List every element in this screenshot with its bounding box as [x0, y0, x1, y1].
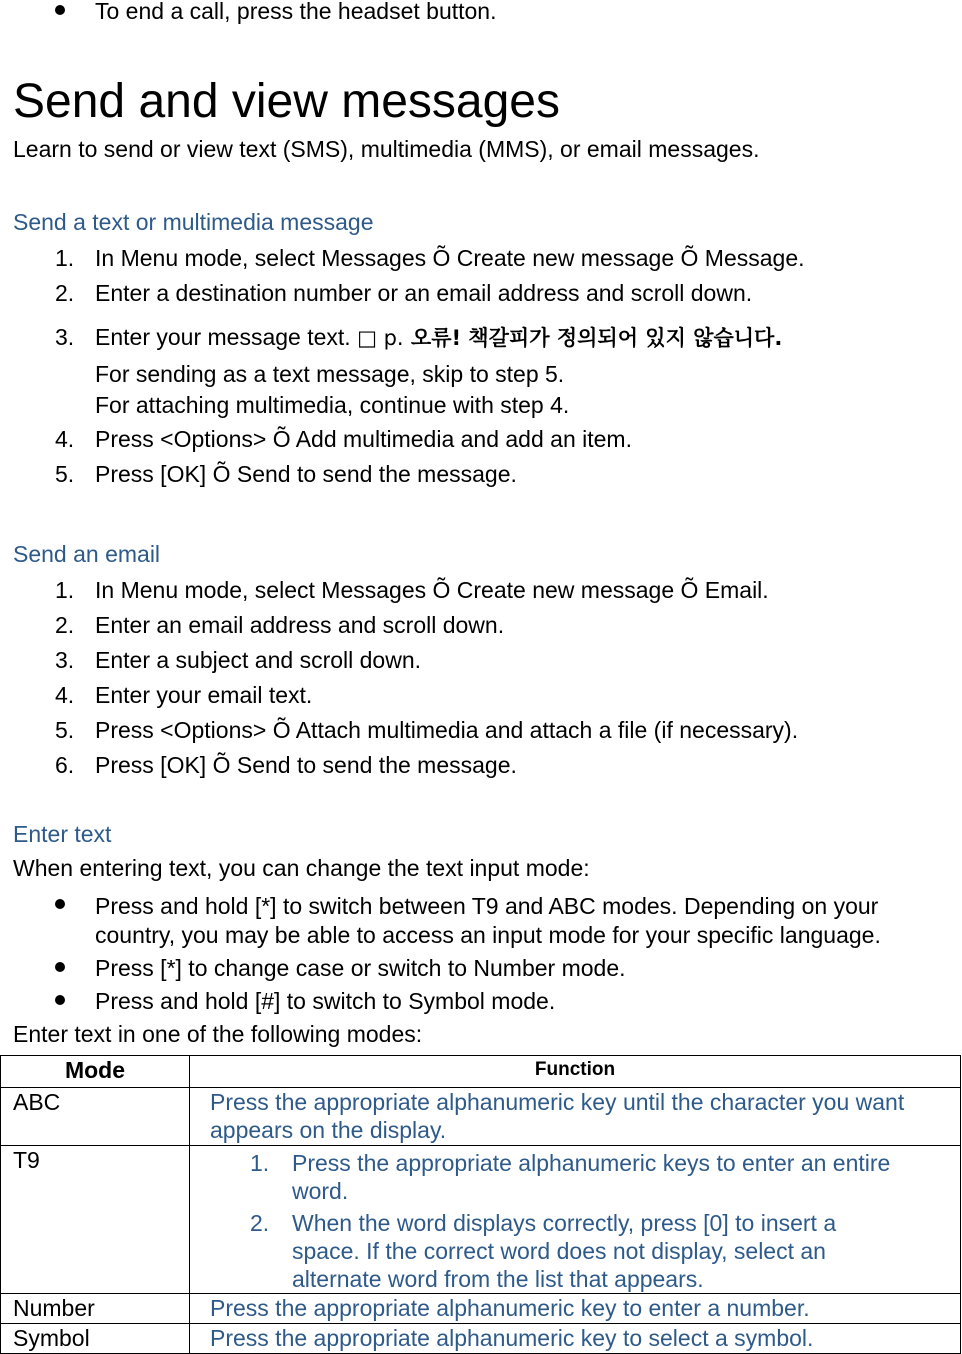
bullet-text: Press and hold [#] to switch to Symbol mode.	[95, 988, 556, 1014]
section-heading-enter-text: Enter text	[13, 821, 112, 847]
bullet-text: Press and hold [*] to switch between T9 and ABC modes. Depending on your	[95, 893, 879, 919]
step-number: 1.	[55, 577, 75, 603]
step-text-with-error	[95, 324, 782, 351]
step-number: 6.	[55, 752, 75, 778]
step-text: Press [OK] Õ Send to send the message.	[95, 461, 517, 487]
step-number: 4.	[55, 682, 75, 708]
section-heading-send-email: Send an email	[13, 541, 161, 567]
section-heading-send-message: Send a text or multimedia message	[13, 209, 374, 235]
list-item-text: Press the appropriate alphanumeric keys to enter an entire word.	[292, 1150, 891, 1204]
bullet-text: Press [*] to change case or switch to Number mode.	[95, 955, 626, 981]
step-number: 4.	[55, 426, 75, 452]
step-text: Enter an email address and scroll down.	[95, 612, 505, 638]
mode-function: Press the appropriate alphanumeric key to select a symbol.	[190, 1324, 961, 1354]
modes-lead: Enter text in one of the following modes:	[13, 1021, 423, 1047]
step-number: 5.	[55, 461, 75, 487]
bullet-dot	[55, 899, 65, 909]
step-text: Press <Options> Õ Attach multimedia and attach a file (if necessary).	[95, 717, 799, 743]
section-lead: When entering text, you can change the text input mode:	[13, 855, 590, 881]
list-item-text: When the word displays correctly, press [0] to insert a space. If the correct word does not display, select an alternate word from the list that appears.	[292, 1210, 837, 1292]
list-item-number: 1.	[250, 1150, 270, 1176]
step-number: 2.	[55, 612, 75, 638]
mode-function-list	[190, 1146, 961, 1294]
bullet-dot	[55, 962, 65, 972]
step-note: For sending as a text message, skip to step 5.	[95, 361, 565, 387]
step-text: Press [OK] Õ Send to send the message.	[95, 752, 517, 778]
bullet-dot	[55, 995, 65, 1005]
list-item-number: 2.	[250, 1210, 270, 1236]
table-row	[1, 1146, 961, 1294]
modes-table	[0, 1055, 961, 1354]
step-text: Enter your message text.	[95, 324, 358, 350]
table-row	[1, 1324, 961, 1354]
step-text: In Menu mode, select Messages Õ Create new message Õ Message.	[95, 245, 805, 271]
function-list-item	[250, 1209, 940, 1293]
mode-function: Press the appropriate alphanumeric key to enter a number.	[190, 1294, 961, 1324]
mode-name: T9	[1, 1146, 190, 1294]
mode-name: ABC	[1, 1088, 190, 1146]
step-text: Enter a subject and scroll down.	[95, 647, 422, 673]
intro-text: Learn to send or view text (SMS), multimedia (MMS), or email messages.	[13, 136, 760, 162]
step-text: Enter a destination number or an email address and scroll down.	[95, 280, 753, 306]
step-text: Enter your email text.	[95, 682, 313, 708]
table-row	[1, 1088, 961, 1146]
bullet-text-continued: country, you may be able to access an input mode for your specific language.	[95, 922, 881, 948]
step-number: 5.	[55, 717, 75, 743]
step-number: 3.	[55, 324, 75, 350]
step-text: In Menu mode, select Messages Õ Create new message Õ Email.	[95, 577, 769, 603]
mode-name: Number	[1, 1294, 190, 1324]
bullet-dot	[55, 5, 65, 15]
top-bullet-text: To end a call, press the headset button.	[95, 0, 497, 24]
bookmark-error-text: 오류! 책갈피가 정의되어 있지 않습니다.	[403, 326, 783, 350]
mode-function: Press the appropriate alphanumeric key until the character you want appears on the display.	[190, 1088, 961, 1146]
column-header-function: Function	[190, 1056, 961, 1088]
table-row	[1, 1294, 961, 1324]
step-number: 3.	[55, 647, 75, 673]
table-header-row	[1, 1056, 961, 1088]
page-title: Send and view messages	[13, 75, 560, 128]
step-note: For attaching multimedia, continue with step 4.	[95, 392, 570, 418]
reference-box: □ p.	[357, 326, 404, 350]
mode-name: Symbol	[1, 1324, 190, 1354]
column-header-mode: Mode	[1, 1056, 190, 1088]
step-number: 1.	[55, 245, 75, 271]
step-number: 2.	[55, 280, 75, 306]
step-text: Press <Options> Õ Add multimedia and add an item.	[95, 426, 632, 452]
function-list-item	[250, 1149, 940, 1205]
